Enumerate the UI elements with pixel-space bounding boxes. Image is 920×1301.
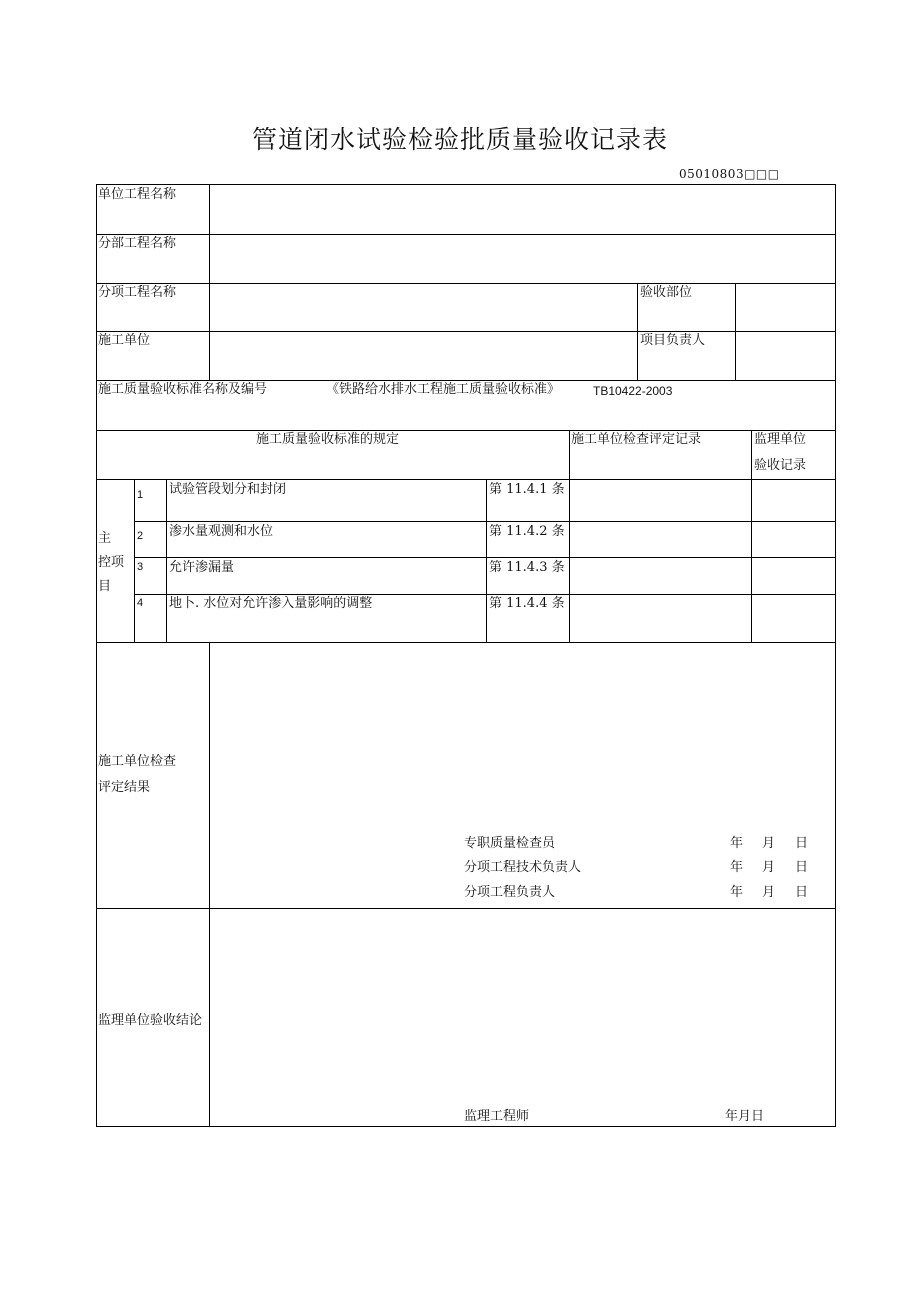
col-divider — [166, 479, 167, 642]
col-divider — [209, 184, 210, 380]
standard-name: 《铁路给水排水工程施工质量验收标准》 — [326, 382, 561, 397]
contractor-record-header: 施工单位检查评定记录 — [571, 432, 702, 447]
acceptance-part-label: 验收部位 — [640, 285, 693, 300]
table-border-right — [835, 184, 836, 1127]
signature-role: 专职质量检查员 — [464, 836, 556, 851]
supervisor-conclusion-label: 监理单位验收结论 — [98, 1013, 203, 1028]
signature-day: 日 — [795, 860, 809, 875]
standard-code: TB10422-2003 — [593, 384, 673, 398]
item-number: 2 — [137, 530, 144, 542]
col-divider — [486, 479, 487, 642]
form-code: 05010803□□□ — [679, 167, 780, 181]
page-title: 管道闭水试验检验批质量验收记录表 — [251, 125, 668, 154]
main-control-label: 主 — [98, 531, 112, 546]
signature-month: 月 — [762, 836, 776, 851]
table-border-left — [96, 184, 97, 1127]
signature-month: 月 — [762, 885, 776, 900]
row-divider — [96, 642, 836, 643]
signature-role: 分项工程负责人 — [464, 885, 556, 900]
contractor-result-label: 施工单位检查 — [98, 754, 177, 769]
item-number: 1 — [137, 489, 144, 501]
signature-year: 年 — [730, 836, 744, 851]
signature-day: 日 — [795, 885, 809, 900]
row-divider — [96, 430, 836, 431]
standard-label: 施工质量验收标准名称及编号 — [98, 382, 268, 397]
item-clause: 第 11.4.2 条 — [489, 524, 565, 539]
signature-month: 月 — [762, 860, 776, 875]
spec-column-header: 施工质量验收标准的规定 — [256, 432, 400, 447]
item-text: 允许渗漏量 — [169, 560, 235, 575]
signature-year: 年 — [730, 860, 744, 875]
col-divider — [569, 430, 570, 642]
inspection-form-table — [96, 184, 836, 1127]
item-clause: 第 11.4.3 条 — [489, 560, 565, 575]
construction-unit-label: 施工单位 — [98, 333, 151, 348]
supervising-engineer-label: 监理工程师 — [464, 1109, 530, 1124]
supervisor-date: 年月日 — [725, 1109, 765, 1124]
signature-role: 分项工程技术负责人 — [464, 860, 582, 875]
row-divider — [96, 479, 836, 480]
supervisor-record-header-line2: 验收记录 — [754, 458, 807, 473]
main-control-label: 控项 — [98, 555, 125, 570]
row-divider — [96, 331, 836, 332]
col-divider — [637, 283, 638, 380]
item-number: 3 — [137, 561, 144, 573]
col-divider — [735, 283, 736, 380]
col-divider — [134, 479, 135, 642]
item-number: 4 — [137, 597, 144, 609]
item-clause: 第 11.4.4 条 — [489, 596, 565, 611]
col-divider — [751, 430, 752, 642]
item-text: 地卜. 水位对允许渗入量影响的调整 — [169, 596, 373, 611]
subitem-project-label: 分项工程名称 — [98, 285, 177, 300]
signature-year: 年 — [730, 885, 744, 900]
table-border-bottom — [96, 1126, 836, 1127]
table-border-top — [96, 184, 836, 185]
row-divider — [96, 908, 836, 909]
signature-day: 日 — [795, 836, 809, 851]
item-text: 试验管段划分和封闭 — [169, 482, 287, 497]
item-text: 渗水量观测和水位 — [169, 524, 274, 539]
unit-project-label: 单位工程名称 — [98, 187, 177, 202]
main-control-label: 目 — [98, 579, 112, 594]
supervisor-record-header-line1: 监理单位 — [754, 432, 807, 447]
contractor-result-label: 评定结果 — [98, 780, 151, 795]
project-manager-label: 项目负责人 — [640, 333, 706, 348]
row-divider — [96, 234, 836, 235]
item-clause: 第 11.4.1 条 — [489, 482, 565, 497]
col-divider — [209, 642, 210, 1127]
division-project-label: 分部工程名称 — [98, 236, 177, 251]
row-divider — [96, 283, 836, 284]
